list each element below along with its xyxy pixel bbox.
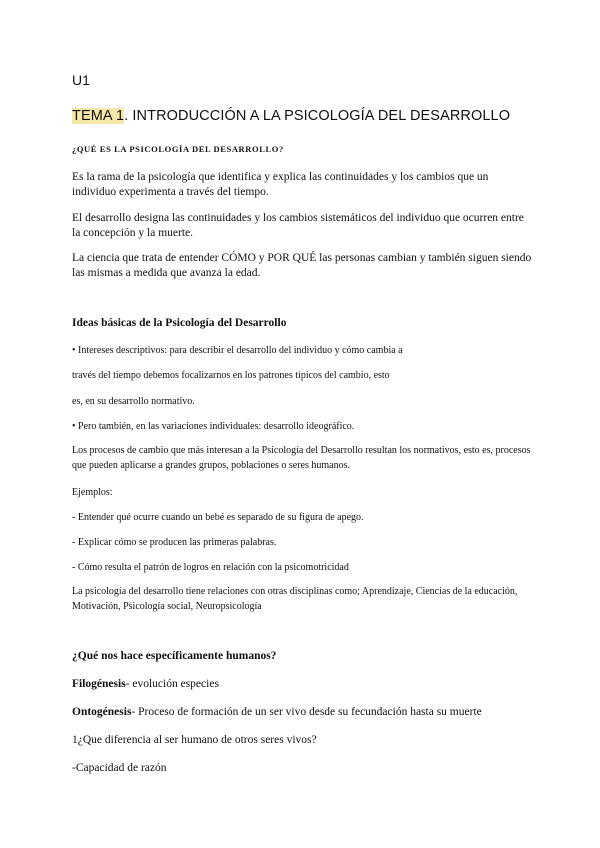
unit-label: U1 [72,72,90,88]
ontogenesis-term: Ontogénesis [72,706,132,718]
filogenesis-term: Filogénesis [72,678,126,690]
examples-label: Ejemplos: [72,487,113,498]
example-item-3: - Cómo resulta el patrón de logros en relación con la psicomotricidad [72,562,349,573]
humans-question-heading: ¿Qué nos hace específicamente humanos? [72,650,277,662]
ideas-line-2: través del tiempo debemos focalizarnos en los patrones típicos del cambio, esto [72,370,390,381]
tema-number-highlight: TEMA 1 [72,108,125,124]
filogenesis-line [72,678,219,690]
processes-paragraph: Los procesos de cambio que más interesan a la Psicología del Desarrollo resultan los normativos, esto es, procesos que pueden aplicarse a grandes grupos, poblaciones o seres humanos. [72,445,531,471]
ideas-line-4: • Pero también, en las variaciones individuales: desarrollo ideográfico. [72,421,355,432]
definition-paragraph-1: Es la rama de la psicología que identifica y explica las continuidades y los cambios que un individuo experimenta a través del tiempo. [72,171,489,198]
example-item-1: - Entender qué ocurre cuando un bebé es separado de su figura de apego. [72,512,364,523]
example-item-2: - Explicar cómo se producen las primeras palabras. [72,537,277,548]
definition-paragraph-2: El desarrollo designa las continuidades y los cambios sistemáticos del individuo que ocurren entre la concepción y la muerte. [72,212,524,239]
tema-title-text: . INTRODUCCIÓN A LA PSICOLOGÍA DEL DESARROLLO [124,108,511,124]
section-question-heading: ¿QUÉ ES LA PSICOLOGÍA DEL DESARROLLO? [72,144,284,154]
page-title [72,108,510,124]
difference-question: 1¿Que diferencia al ser humano de otros seres vivos? [72,734,317,746]
ontogenesis-text: - Proceso de formación de un ser vivo desde su fecundación hasta su muerte [131,706,482,718]
relations-paragraph: La psicología del desarrollo tiene relaciones con otras disciplinas como; Aprendizaje, Ciencias de la educación, Motivación, Psicología social, Neuropsicología [72,586,518,612]
filogenesis-text: - evolución especies [125,678,219,690]
ideas-heading: Ideas básicas de la Psicología del Desarrollo [72,317,287,329]
reason-capacity-item: -Capacidad de razón [72,762,167,774]
ontogenesis-line [72,706,482,718]
definition-paragraph-3: La ciencia que trata de entender CÓMO y POR QUÉ las personas cambian y también siguen siendo las mismas a medida que avanza la edad. [72,252,532,279]
ideas-line-1: • Intereses descriptivos: para describir el desarrollo del individuo y cómo cambia a [72,345,403,356]
ideas-line-3: es, en su desarrollo normativo. [72,396,195,407]
